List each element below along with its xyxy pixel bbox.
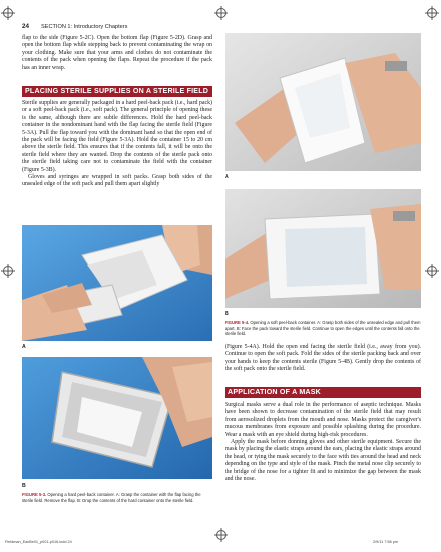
running-head: SECTION 1: Introductory Chapters <box>41 24 128 30</box>
figure-5-3a-label: A <box>22 344 26 350</box>
figure-5-4a-photo <box>225 33 421 171</box>
left-column-intro <box>22 35 212 72</box>
soft-pack-open-illustration <box>225 33 421 171</box>
soft-pack-drop-illustration <box>225 189 421 308</box>
figure-5-3b-label: B <box>22 483 26 489</box>
section-heading-sterile-supplies: PLACING STERILE SUPPLIES ON A STERILE FIELD <box>22 86 212 97</box>
section-heading-application-of-mask: APPLICATION OF A MASK <box>225 387 421 398</box>
page-number: 24 <box>22 23 30 30</box>
footer-file-slug: Fieldman_Ead5e01_p001-p016.indd 24 <box>5 540 72 544</box>
figure-5-4a-label: A <box>225 174 229 180</box>
paragraph: flap to the side (Figure 5-2C). Open the bottom flap (Figure 5-2D). Grasp and open the bottom flap while stepping back to prevent contaminating the wrap on your clothing. Make sure that your arms and clothes do not contaminate the contents of the pack when opening the flaps. Repeat the procedure if the pack has an inner wrap. <box>22 35 212 71</box>
left-column-body <box>22 100 212 189</box>
figure-5-4-caption-label: FIGURE 5-4. <box>225 320 250 325</box>
paragraph: Gloves and syringes are wrapped in soft packs. Grasp both sides of the unsealed edge of the soft pack and pull them apart slightly <box>22 174 212 188</box>
figure-5-4-caption-text: Opening a soft peel-back container. A: Grasp both sides of the unsealed edge and pull them apart. B: Face the pack toward the sterile field. Continue to open the edges until the contents fall onto the sterile field. <box>225 320 421 337</box>
registration-mark-top-center <box>216 8 226 18</box>
registration-mark-top-left <box>3 8 13 18</box>
figure-5-3-caption-label: FIGURE 5-3. <box>22 492 47 497</box>
footer-date-slug: 2/9/11 7:56 pm <box>373 540 399 544</box>
paragraph: (Figure 5-4A). Hold the open end facing the sterile field (i.e., away from you). Continue to open the soft pack. Fold the sides of the sterile packing back and over your hands to keep the contents sterile (Figure 5-4B). Gently drop the contents of the soft pack onto the sterile field. <box>225 344 421 373</box>
figure-5-3a-photo <box>22 225 212 341</box>
registration-mark-right <box>427 266 437 276</box>
hard-pack-grasp-illustration <box>22 225 212 341</box>
paragraph: Apply the mask before donning gloves and other sterile equipment. Secure the mask by placing the elastic straps around the ears, placing the elastic straps around the head, or tying the mask securely to the face with ties around the head and neck depending on the type and style of the mask. Pinch the metal nose clip securely to the bridge of the nose for a tighter fit and to minimize the gap between the mask and the nose. <box>225 439 421 483</box>
figure-5-3b-photo <box>22 357 212 479</box>
right-column-intro <box>225 344 421 374</box>
hard-pack-drop-illustration <box>22 357 212 479</box>
figure-5-4b-photo <box>225 189 421 308</box>
registration-mark-left <box>3 266 13 276</box>
paragraph: Sterile supplies are generally packaged in a hard peel-back pack (i.e., hard pack) or a soft peel-back pack (i.e., soft pack). The general principle of opening these is the same, although there are subtle differences. Hold the hard peel-back container in the nondominant hand with the flap facing the sterile field (Figure 5-3A). Pull the flap toward you with the dominant hand so that the open end of the pack will be facing the field (Figure 5-3A). Hold the container 15 to 20 cm above the sterile field. This ensures that if the contents fall, it will be onto the sterile field where they are wanted. Drop the contents of the sterile pack onto the sterile field taking care not to contaminate the field with the container (Figure 5-3B). <box>22 100 212 173</box>
registration-mark-bottom <box>216 530 226 540</box>
figure-5-4-caption <box>225 320 421 337</box>
right-column-body <box>225 402 421 483</box>
registration-mark-top-right <box>427 8 437 18</box>
figure-5-4b-label: B <box>225 311 229 317</box>
paragraph: Surgical masks serve a dual role in the performance of aseptic technique. Masks have been shown to decrease contamination of the sterile field that may result from aerosolized droplets from the mouth and nose. Masks protect the caregiver's mucous membranes from exposure and possible splashing during the procedure. Wear a mask with an eye shield during high-risk procedures. <box>225 402 421 438</box>
figure-5-3-caption-text: Opening a hard peel-back container. A: Grasp the container with the flap facing the sterile field. Remove the flap. B: Drop the contents of the hard container onto the sterile field. <box>22 492 201 503</box>
figure-5-3-caption <box>22 492 212 503</box>
